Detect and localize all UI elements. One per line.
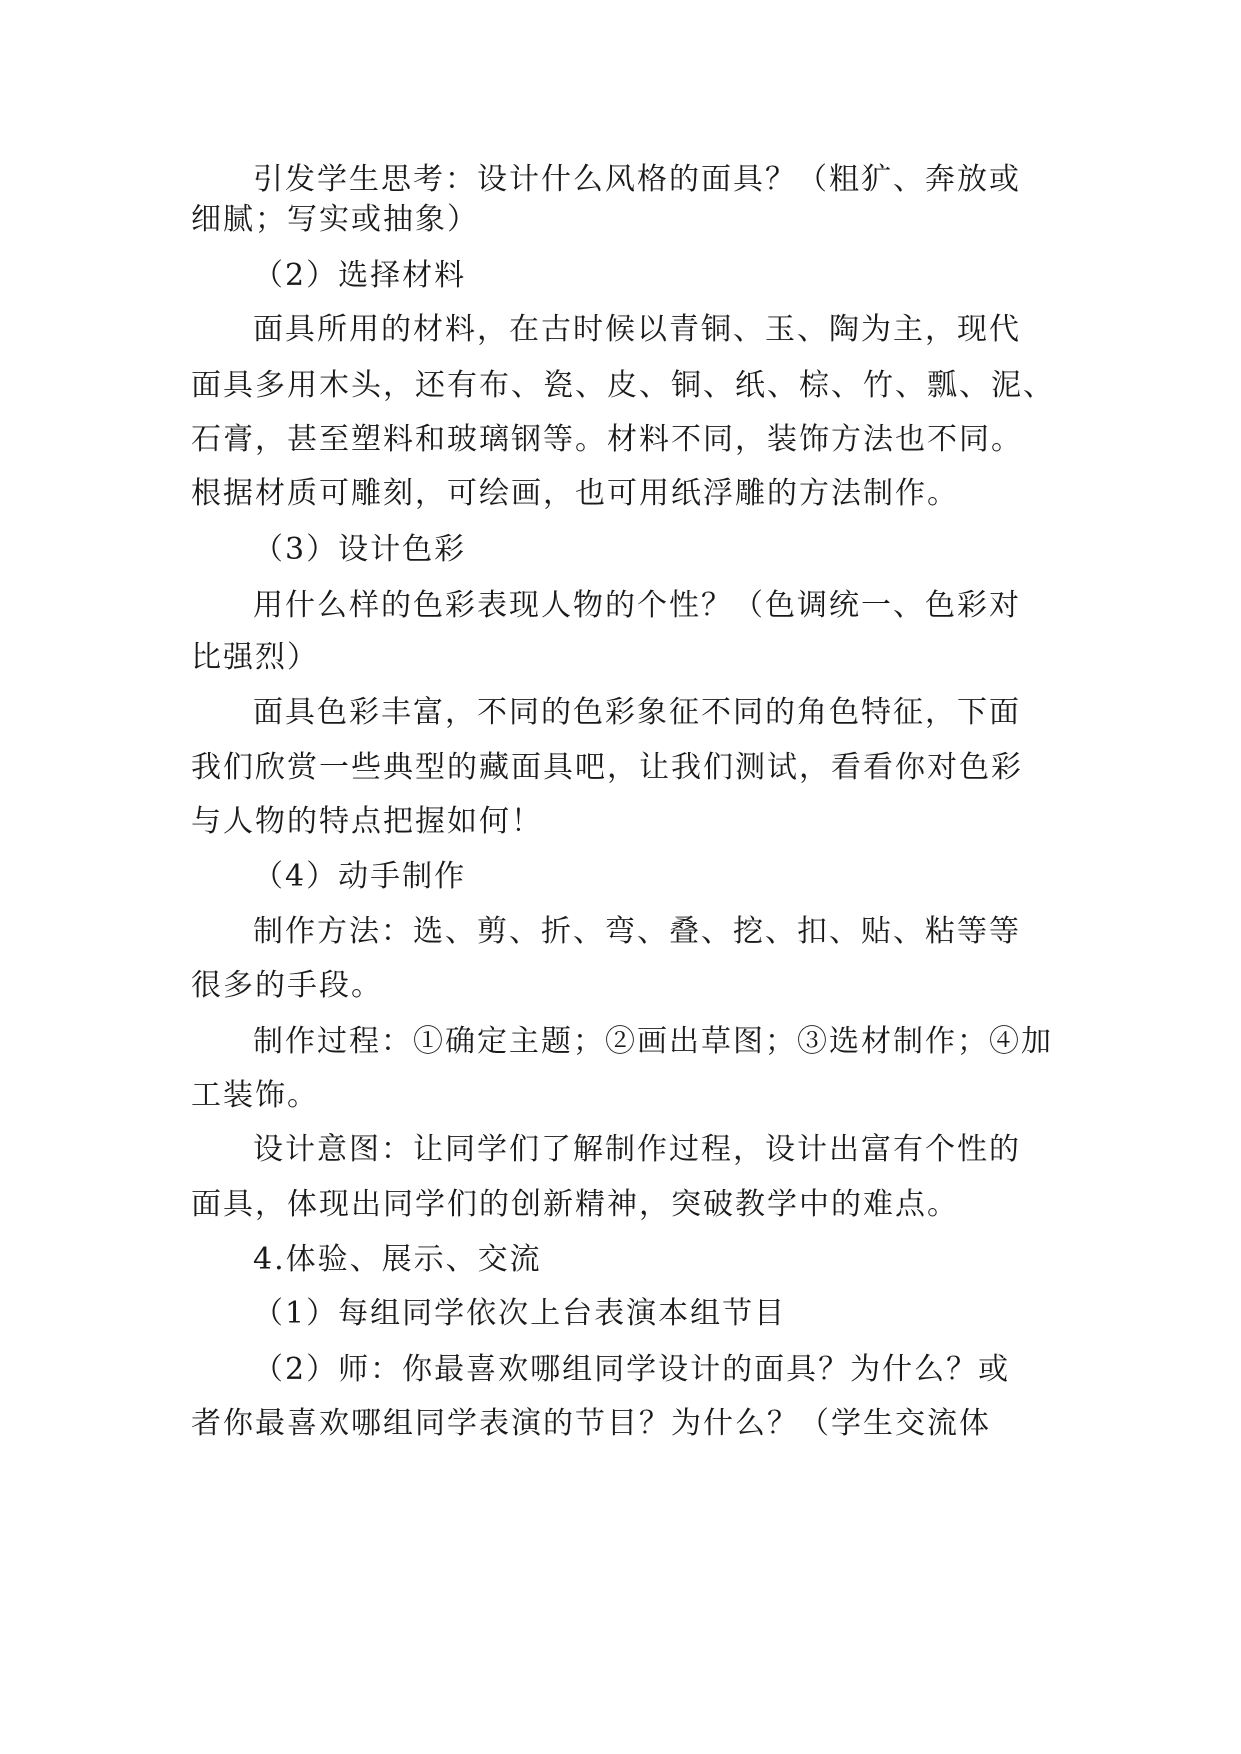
section-heading: （3）设计色彩: [253, 532, 467, 567]
paragraph-line: 面具色彩丰富，不同的色彩象征不同的角色特征，下面: [253, 695, 1021, 730]
paragraph-line: 石膏，甚至塑料和玻璃钢等。材料不同，装饰方法也不同。: [191, 422, 1023, 457]
paragraph-line: 用什么样的色彩表现人物的个性？（色调统一、色彩对: [253, 588, 1021, 623]
paragraph-line: 面具所用的材料，在古时候以青铜、玉、陶为主，现代: [253, 312, 1021, 347]
section-heading: （2）选择材料: [253, 258, 467, 293]
paragraph-line: （1）每组同学依次上台表演本组节目: [253, 1296, 787, 1331]
paragraph-line: 根据材质可雕刻，可绘画，也可用纸浮雕的方法制作。: [191, 476, 959, 511]
paragraph-line: 我们欣赏一些典型的藏面具吧，让我们测试，看看你对色彩: [191, 750, 1023, 785]
paragraph-line: 制作方法：选、剪、折、弯、叠、挖、扣、贴、粘等等: [253, 914, 1021, 949]
paragraph-line: 面具，体现出同学们的创新精神，突破教学中的难点。: [191, 1187, 959, 1222]
paragraph-line: 工装饰。: [191, 1078, 319, 1113]
paragraph-line: 面具多用木头，还有布、瓷、皮、铜、纸、棕、竹、瓢、泥、: [191, 368, 1055, 403]
section-heading: 4.体验、展示、交流: [253, 1242, 542, 1277]
paragraph-line: （2）师：你最喜欢哪组同学设计的面具？为什么？或: [253, 1352, 1011, 1387]
paragraph-line: 制作过程：①确定主题；②画出草图；③选材制作；④加: [253, 1024, 1053, 1059]
paragraph-line: 设计意图：让同学们了解制作过程，设计出富有个性的: [253, 1132, 1021, 1167]
paragraph-line: 者你最喜欢哪组同学表演的节目？为什么？（学生交流体: [191, 1406, 991, 1441]
paragraph-line: 细腻；写实或抽象）: [191, 202, 479, 237]
section-heading: （4）动手制作: [253, 859, 467, 894]
paragraph-line: 很多的手段。: [191, 968, 383, 1003]
paragraph-line: 与人物的特点把握如何！: [191, 804, 543, 839]
paragraph-line: 引发学生思考：设计什么风格的面具？（粗犷、奔放或: [253, 162, 1021, 197]
paragraph-line: 比强烈）: [191, 640, 319, 675]
